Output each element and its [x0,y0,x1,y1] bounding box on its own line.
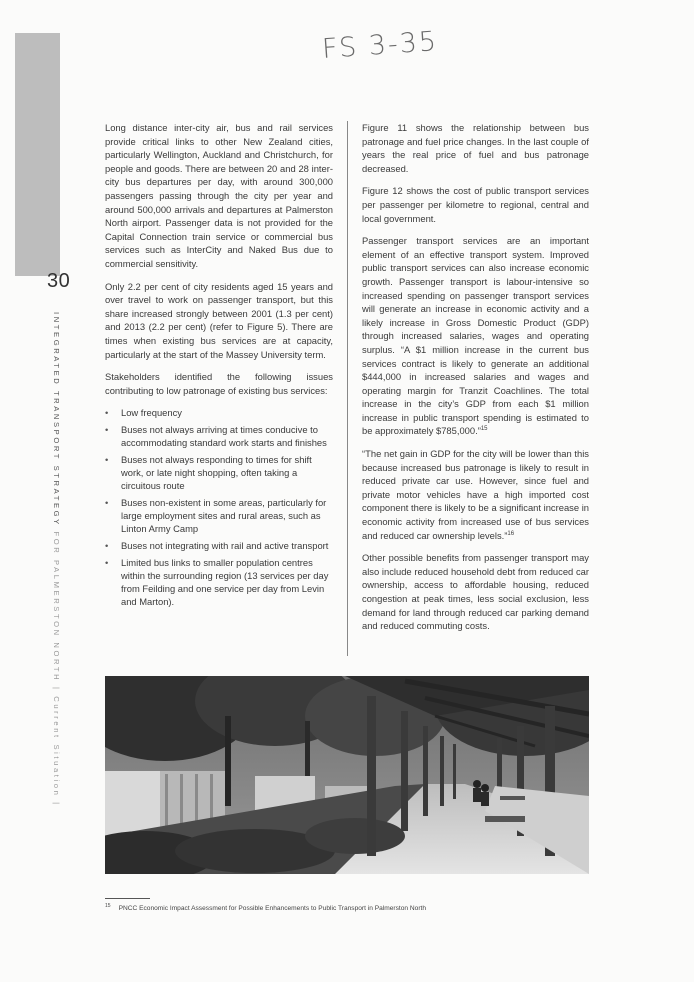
paragraph [362,447,589,542]
handwritten-stamp: FS 3-35 [321,25,440,66]
paragraph-text: Passenger transport services are an important element of an effective transport system. Improved public transport services can also increase economic growth. Passenger transport is labour-intensive so increased spending on passenger transport services will generate an increase in economic activity and a likely increase in Gross Domestic Product (GDP) through increased salaries, wages and operating surplus. “A $1 million increase in the current bus services contract is likely to generate an additional $444,000 in increased salaries and wages and operating margin for Tranzit Coachlines. The total increase in the city’s GDP from each $1 million increase in public transport spending is estimated to be approximately $785,000.” [362,235,589,437]
list-item: • Limited bus links to smaller population centres within the surrounding region (13 services per day from Feilding and one service per day from Levin and Marton). [105,556,333,609]
list-item: • Low frequency [105,406,333,419]
side-section: | Current Situation | [52,686,61,807]
paragraph: Figure 12 shows the cost of public transport services per passenger per kilometre to regional, central and local government. [362,185,589,224]
list-item: • Buses non-existent in some areas, particularly for large employment sites and rural areas, such as Linton Army Camp [105,496,333,536]
side-title: INTEGRATED TRANSPORT STRATEGY [52,312,61,527]
footnote-ref: 15 [480,426,488,433]
paragraph [362,234,589,438]
right-column [362,121,589,642]
paragraph: Other possible benefits from passenger transport may also include reduced household debt from reduced car ownership, access to affordable housing, reduced congestion at peak times, less social exclusion, less demand for land through reduced car parking demand and reduced commuting costs. [362,552,589,632]
paragraph: Only 2.2 per cent of city residents aged 15 years and over travel to work on passenger transport, but this share increased strongly between 2001 (1.3 per cent) and 2013 (2.2 per cent) (refer to Figure 5). There are times when existing bus services are at capacity, particularly at the start of the Massey University term. [105,280,333,360]
footnote-rule [105,898,150,899]
column-divider [347,121,348,656]
side-city: FOR PALMERSTON NORTH [52,531,61,683]
page-number: 30 [47,270,71,292]
footnote [105,903,426,912]
photo-illustration [105,676,589,874]
issues-list [105,406,333,608]
footnote-text: PNCC Economic Impact Assessment for Possible Enhancements to Public Transport in Palmerston North [118,905,427,913]
footnote-ref: 16 [507,530,515,537]
paragraph: Long distance inter-city air, bus and rail services provide critical links to other New Zealand cities, particularly Wellington, Auckland and Christchurch, for people and goods. There are between 20 and 28 inter-city bus departures per day, with around 300,000 passengers passing through the city per year and around 500,000 arrivals and departures at Palmerston North airport. Passenger data is not provided for the Capital Connection train service or commercial bus services such as InterCity and Naked Bus due to commercial sensitivity. [105,122,333,269]
list-item: • Buses not always arriving at times conducive to accommodating standard work starts and finishes [105,423,333,449]
side-tab-bar [15,33,60,276]
footnote-number: 15 [105,903,111,909]
list-item: • Buses not integrating with rail and active transport [105,539,333,552]
side-document-title [52,312,61,807]
paragraph: Stakeholders identified the following issues contributing to low patronage of existing bus services: [105,371,333,396]
bus-shelter-walkway-photo [105,676,589,874]
left-column [105,121,333,612]
paragraph: Figure 11 shows the relationship between bus patronage and fuel price changes. In the last couple of years the real price of fuel and bus patronage decreased. [362,122,589,174]
paragraph-text: “The net gain in GDP for the city will be lower than this because increased bus patronage is likely to result in reduced private car use. However, since fuel and private motor vehicles have a high imported cost component there is likely to be a significant increase in economic activity from increased use of bus services and reduced car ownership levels.” [362,448,589,541]
list-item: • Buses not always responding to times for shift work, or late night shopping, often taking a circuitous route [105,453,333,493]
